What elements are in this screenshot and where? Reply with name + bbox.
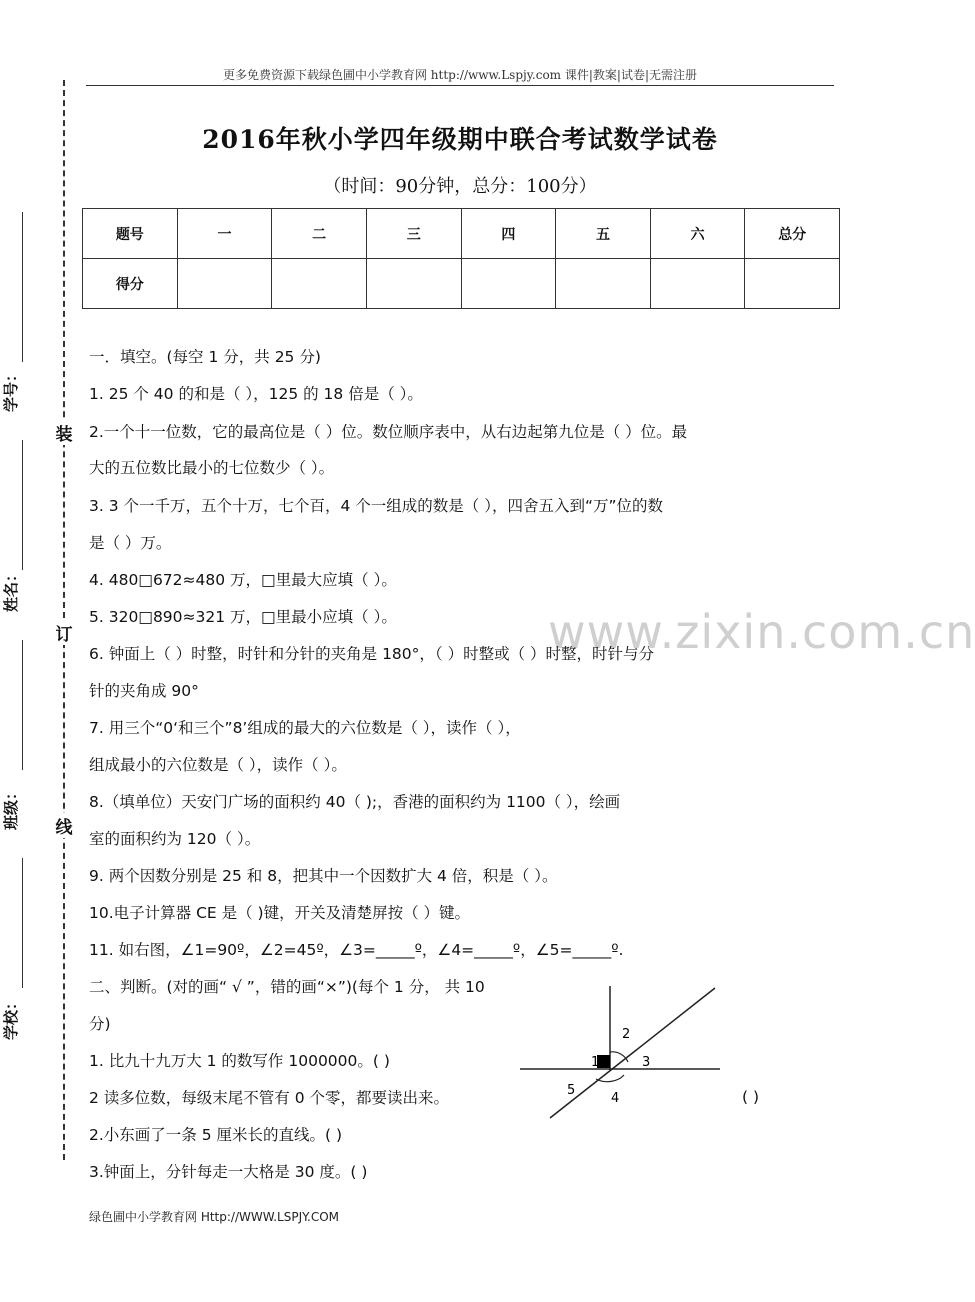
question-line: 6. 钟面上（ ）时整，时针和分针的夹角是 180°，（ ）时整或（ ）时整，时针与分	[89, 645, 655, 663]
score-table-score-row	[83, 259, 840, 309]
score-row-label: 得分	[83, 259, 178, 309]
binding-char-ding: 订	[54, 620, 74, 645]
question-line: 7. 用三个“0‘和三个”8’组成的最大的六位数是（ ），读作（ ），	[89, 719, 521, 737]
exam-subtitle: （时间：90分钟，总分：100分）	[323, 176, 597, 197]
judge-line: 2.小东画了一条 5 厘米长的直线。( )	[89, 1126, 343, 1144]
exam-title: 2016年秋小学四年级期中联合考试数学试卷	[202, 125, 718, 154]
angle-figure	[520, 982, 730, 1122]
section-2-heading: 二、判断。(对的画“ √ ”，错的画“×”)(每个 1 分， 共 10	[89, 978, 485, 996]
page-footer: 绿色圃中小学教育网 Http://WWW.LSPJY.COM	[89, 1210, 339, 1224]
angle-label-2: 2	[622, 1027, 631, 1042]
binding-char-zhuang: 装	[54, 420, 74, 445]
score-header-cell: 四	[461, 209, 556, 259]
score-cell[interactable]	[556, 259, 651, 309]
binding-char-xian: 线	[54, 813, 74, 838]
question-line: 10.电子计算器 CE 是（ )键，开关及清楚屏按（ ）键。	[89, 904, 471, 922]
section-2-heading-cont: 分)	[89, 1015, 111, 1033]
score-header-cell: 一	[177, 209, 272, 259]
name-label: 姓名：	[2, 566, 20, 612]
question-line: 3. 3 个一千万，五个十万，七个百，4 个一组成的数是（ ），四舍五入到“万”位的数	[89, 497, 664, 515]
question-line: 针的夹角成 90°	[89, 682, 199, 700]
header-rule	[86, 85, 834, 86]
question-line: 室的面积约为 120（ ）。	[89, 830, 261, 848]
score-header-cell: 二	[272, 209, 367, 259]
class-label: 班级：	[2, 784, 20, 830]
judge-line: 2 读多位数，每级末尾不管有 0 个零，都要读出来。	[89, 1089, 450, 1107]
score-header-cell: 三	[366, 209, 461, 259]
score-header-cell: 题号	[83, 209, 178, 259]
angle-2-arc	[610, 1052, 628, 1062]
diagonal-line	[550, 988, 715, 1118]
score-table-header-row	[83, 209, 840, 259]
angle-label-1: 1	[591, 1055, 600, 1070]
score-cell[interactable]	[272, 259, 367, 309]
page-header: 更多免费资源下载绿色圃中小学教育网 http://www.Lspjy.com 课件|教案|试卷|无需注册	[222, 68, 697, 82]
question-line: 8.（填单位）天安门广场的面积约 40（ );，香港的面积约为 1100（ ），绘画	[89, 793, 621, 811]
question-line: 组成最小的六位数是（ ），读作（ ）。	[89, 756, 347, 774]
section-1-heading: 一．填空。(每空 1 分，共 25 分)	[89, 348, 321, 366]
student-id-label: 学号：	[2, 366, 20, 412]
score-cell[interactable]	[745, 259, 840, 309]
question-line: 11. 如右图，∠1=90º，∠2=45º，∠3=_____º，∠4=_____º，∠5=_____º.	[89, 941, 624, 959]
score-cell[interactable]	[366, 259, 461, 309]
judge-answer-paren: ( )	[742, 1088, 760, 1106]
score-header-cell: 五	[556, 209, 651, 259]
school-line	[22, 858, 23, 988]
score-cell[interactable]	[177, 259, 272, 309]
question-line: 2.一个十一位数，它的最高位是（ ）位。数位顺序表中，从右边起第九位是（ ）位。最	[89, 423, 688, 441]
watermark: www.zixin.com.cn	[548, 605, 975, 659]
question-line: 4. 480□672≈480 万，□里最大应填（ ）。	[89, 571, 397, 589]
score-table	[82, 208, 840, 309]
question-line: 是（ ）万。	[89, 534, 172, 552]
question-line: 5. 320□890≈321 万，□里最小应填（ ）。	[89, 608, 397, 626]
score-header-cell: 六	[650, 209, 745, 259]
class-line	[22, 640, 23, 770]
school-label: 学校：	[2, 994, 20, 1040]
angle-label-3: 3	[642, 1055, 651, 1070]
name-line	[22, 440, 23, 570]
angle-label-4: 4	[611, 1091, 620, 1106]
question-line: 9. 两个因数分别是 25 和 8，把其中一个因数扩大 4 倍，积是（ ）。	[89, 867, 558, 885]
score-cell[interactable]	[650, 259, 745, 309]
judge-line: 3.钟面上，分针每走一大格是 30 度。( )	[89, 1163, 368, 1181]
score-cell[interactable]	[461, 259, 556, 309]
student-id-line	[22, 212, 23, 362]
angle-label-5: 5	[567, 1083, 576, 1098]
question-line: 1. 25 个 40 的和是（ ），125 的 18 倍是（ ）。	[89, 385, 423, 403]
question-line: 大的五位数比最小的七位数少（ ）。	[89, 459, 335, 477]
judge-line: 1. 比九十九万大 1 的数写作 1000000。( )	[89, 1052, 390, 1070]
score-header-cell: 总分	[745, 209, 840, 259]
